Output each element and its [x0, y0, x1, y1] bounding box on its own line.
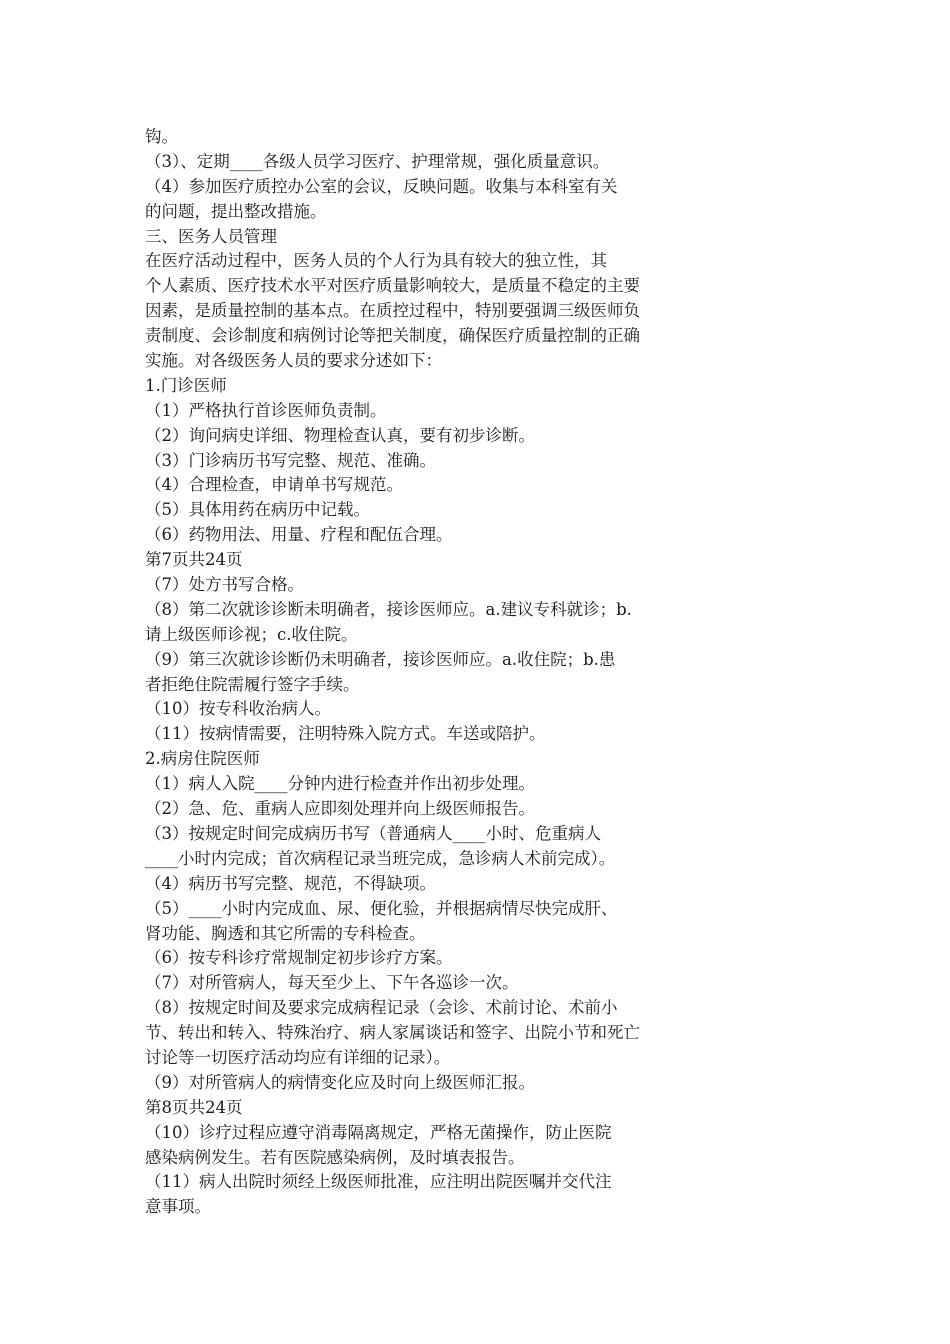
list-item: （1）病人入院____分钟内进行检查并作出初步处理。: [145, 774, 535, 794]
list-item: （7）处方书写合格。: [145, 575, 304, 595]
text-line: 实施。对各级医务人员的要求分述如下：: [145, 351, 442, 371]
list-item: （3）门诊病历书写完整、规范、准确。: [145, 450, 436, 470]
list-item: （2）询问病史详细、物理检查认真，要有初步诊断。: [145, 425, 535, 445]
list-item: （10）诊疗过程应遵守消毒隔离规定，严格无菌操作，防止医院: [145, 1122, 612, 1142]
page-number: 第7页共24页: [145, 550, 243, 570]
list-item: （11）病人出院时须经上级医师批准，应注明出院医嘱并交代注: [145, 1172, 612, 1192]
list-item: （3）按规定时间完成病历书写（普通病人____小时、危重病人: [145, 823, 601, 843]
subsection-heading: 2.病房住院医师: [145, 749, 260, 769]
list-item: （6）药物用法、用量、疗程和配伍合理。: [145, 525, 453, 545]
text-line: 钩。: [145, 127, 178, 146]
text-line: 责制度、会诊制度和病例讨论等把关制度，确保医疗质量控制的正确: [145, 326, 640, 346]
document-body: [145, 125, 745, 1220]
text-line: 意事项。: [145, 1197, 211, 1217]
text-line: 感染病例发生。若有医院感染病例，及时填表报告。: [145, 1147, 525, 1167]
list-item: （4）合理检查，申请单书写规范。: [145, 475, 403, 495]
text-line: ____小时内完成；首次病程记录当班完成，急诊病人术前完成）。: [145, 848, 616, 868]
list-item: （8）第二次就诊诊断未明确者，接诊医师应。a.建议专科就诊；b.: [145, 599, 632, 619]
text-line: 的问题，提出整改措施。: [145, 201, 327, 221]
text-line: 请上级医师诊视；c.收住院。: [145, 624, 358, 644]
list-item: （4）病历书写完整、规范，不得缺项。: [145, 873, 436, 893]
text-line: （3）、定期____各级人员学习医疗、护理常规，强化质量意识。: [145, 151, 610, 171]
text-line: 者拒绝住院需履行签字手续。: [145, 674, 360, 694]
list-item: （1）严格执行首诊医师负责制。: [145, 400, 387, 420]
text-line: 节、转出和转入、特殊治疗、病人家属谈话和签字、出院小节和死亡: [145, 1023, 640, 1043]
list-item: （11）按病情需要，注明特殊入院方式。车送或陪护。: [145, 724, 546, 744]
page-number: 第8页共24页: [145, 1097, 243, 1117]
text-line: 个人素质、医疗技术水平对医疗质量影响较大，是质量不稳定的主要: [145, 276, 640, 296]
list-item: （9）对所管病人的病情变化应及时向上级医师汇报。: [145, 1072, 535, 1092]
list-item: （9）第三次就诊诊断仍未明确者，接诊医师应。a.收住院；b.患: [145, 649, 616, 669]
list-item: （5）____小时内完成血、尿、便化验，并根据病情尽快完成肝、: [145, 898, 618, 918]
text-line: 讨论等一切医疗活动均应有详细的记录）。: [145, 1047, 451, 1067]
list-item: （6）按专科诊疗常规制定初步诊疗方案。: [145, 948, 453, 968]
list-item: （10）按专科收治病人。: [145, 699, 331, 719]
text-line: 因素，是质量控制的基本点。在质控过程中，特别要强调三级医师负: [145, 301, 640, 321]
section-heading: 三、医务人员管理: [145, 226, 277, 246]
text-line: 肾功能、胸透和其它所需的专科检查。: [145, 923, 426, 943]
text-line: （4）参加医疗质控办公室的会议，反映问题。收集与本科室有关: [145, 176, 618, 196]
list-item: （8）按规定时间及要求完成病程记录（会诊、术前讨论、术前小: [145, 998, 618, 1018]
text-line: 在医疗活动过程中，医务人员的个人行为具有较大的独立性，其: [145, 251, 607, 271]
list-item: （7）对所管病人，每天至少上、下午各巡诊一次。: [145, 973, 519, 993]
list-item: （5）具体用药在病历中记载。: [145, 500, 370, 520]
list-item: （2）急、危、重病人应即刻处理并向上级医师报告。: [145, 799, 535, 819]
subsection-heading: 1.门诊医师: [145, 375, 227, 395]
